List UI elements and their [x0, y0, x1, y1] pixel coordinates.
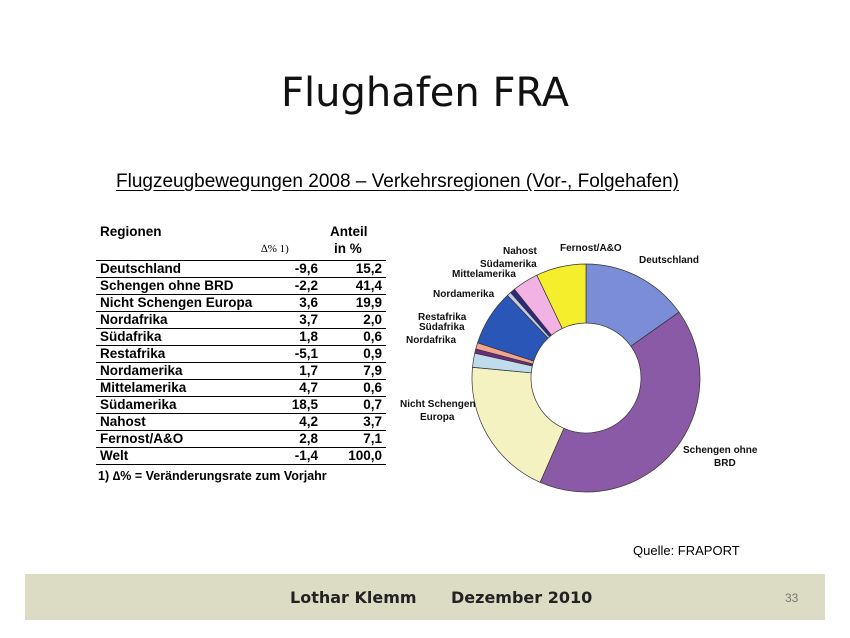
slice-label: Schengen ohne BRD — [683, 445, 758, 469]
slice-label: Südafrika — [419, 322, 465, 333]
delta-cell: 3,7 — [260, 312, 328, 329]
region-cell: Südamerika — [96, 397, 260, 414]
footer-date: Dezember 2010 — [451, 588, 593, 607]
table-row — [96, 346, 386, 363]
share-cell: 100,0 — [328, 448, 386, 465]
table-row — [96, 448, 386, 465]
delta-cell: 4,7 — [260, 380, 328, 397]
chart-subtitle: Flugzeugbewegungen 2008 – Verkehrsregionen (Vor-, Folgehafen) — [116, 171, 679, 192]
table-row — [96, 397, 386, 414]
table-header — [96, 222, 386, 260]
slice-label: Nahost — [503, 246, 537, 257]
share-cell: 0,6 — [328, 380, 386, 397]
region-cell: Restafrika — [96, 346, 260, 363]
slice-label: Nordafrika — [406, 335, 457, 346]
share-cell: 3,7 — [328, 414, 386, 431]
region-cell: Nahost — [96, 414, 260, 431]
page-number: 33 — [785, 591, 799, 605]
slice-label: Nicht Schengen Europa — [400, 399, 476, 423]
slice-label: Mittelamerika — [452, 269, 516, 280]
table-row — [96, 312, 386, 329]
delta-cell: 1,7 — [260, 363, 328, 380]
slice-label: Südamerika — [480, 259, 537, 270]
source-note: Quelle: FRAPORT — [633, 543, 740, 558]
region-table — [96, 222, 386, 483]
delta-cell: -5,1 — [260, 346, 328, 363]
region-cell: Nordafrika — [96, 312, 260, 329]
table-footnote: 1) ∆% = Veränderungsrate zum Vorjahr — [98, 469, 327, 483]
share-cell: 0,7 — [328, 397, 386, 414]
region-cell: Deutschland — [96, 261, 260, 278]
slice-label: Fernost/A&O — [560, 243, 622, 254]
slice-label: Restafrika — [418, 312, 467, 323]
share-cell: 41,4 — [328, 278, 386, 295]
slide-title: Flughafen FRA — [280, 70, 570, 116]
region-cell: Schengen ohne BRD — [96, 278, 260, 295]
region-cell: Nicht Schengen Europa — [96, 295, 260, 312]
share-cell: 0,6 — [328, 329, 386, 346]
delta-cell: 4,2 — [260, 414, 328, 431]
delta-cell: 3,6 — [260, 295, 328, 312]
region-cell: Welt — [96, 448, 260, 465]
slice-label: Deutschland — [639, 255, 700, 266]
share-cell: 0,9 — [328, 346, 386, 363]
delta-cell: 1,8 — [260, 329, 328, 346]
delta-cell: 18,5 — [260, 397, 328, 414]
delta-cell: -9,6 — [260, 261, 328, 278]
share-cell: 7,9 — [328, 363, 386, 380]
region-cell: Fernost/A&O — [96, 431, 260, 448]
share-cell: 15,2 — [328, 261, 386, 278]
share-cell: 7,1 — [328, 431, 386, 448]
table-row — [96, 380, 386, 397]
table-row — [96, 329, 386, 346]
region-cell: Südafrika — [96, 329, 260, 346]
donut-chart — [395, 240, 758, 515]
header-delta: ∆% 1) — [261, 243, 289, 255]
table-row — [96, 431, 386, 448]
slice-label: Nordamerika — [433, 289, 495, 300]
header-regions: Regionen — [100, 224, 162, 239]
region-table-body — [96, 260, 386, 465]
share-cell: 19,9 — [328, 295, 386, 312]
delta-cell: 2,8 — [260, 431, 328, 448]
share-cell: 2,0 — [328, 312, 386, 329]
region-cell: Nordamerika — [96, 363, 260, 380]
donut-slice — [540, 312, 700, 492]
table-row — [96, 363, 386, 380]
footer-author: Lothar Klemm — [290, 588, 417, 607]
region-cell: Mittelamerika — [96, 380, 260, 397]
table-row — [96, 414, 386, 431]
table-row — [96, 278, 386, 295]
table-row — [96, 261, 386, 278]
table-row — [96, 295, 386, 312]
delta-cell: -1,4 — [260, 448, 328, 465]
header-share-unit: in % — [334, 241, 362, 256]
header-share: Anteil — [330, 224, 368, 239]
delta-cell: -2,2 — [260, 278, 328, 295]
footer-bar — [25, 574, 825, 620]
